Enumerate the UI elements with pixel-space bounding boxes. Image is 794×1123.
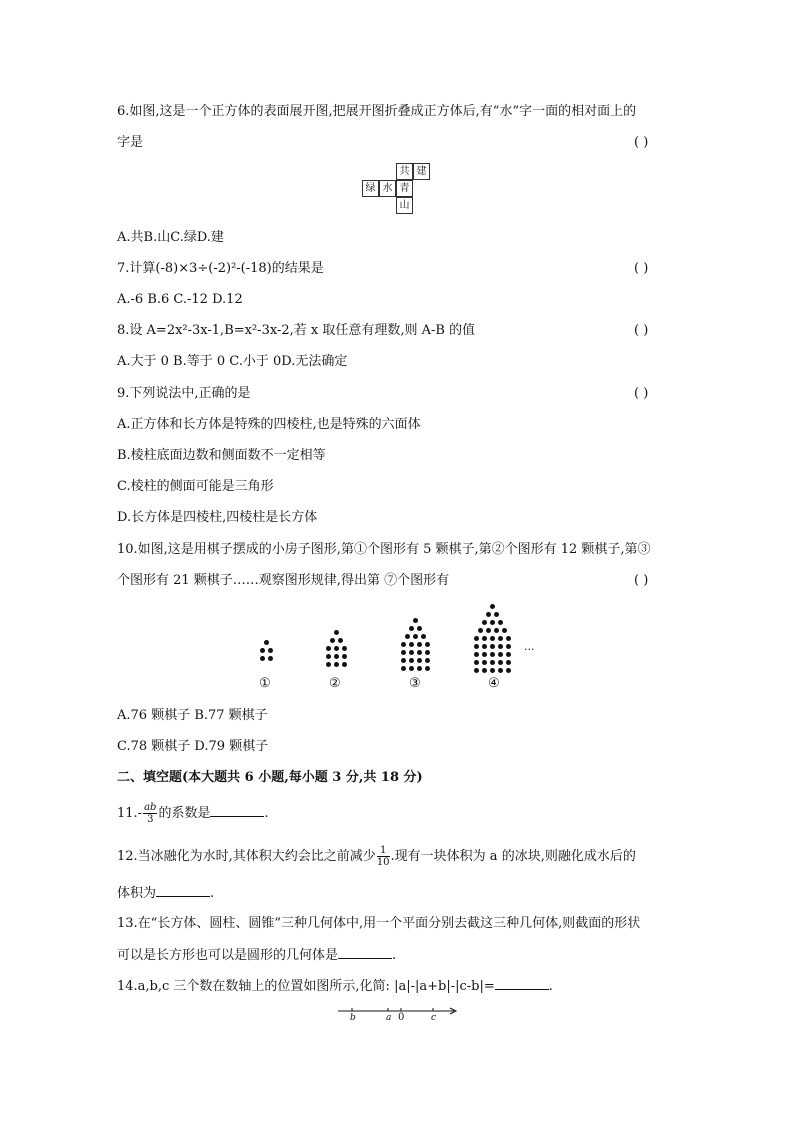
q12-fraction-denominator: 10 bbox=[376, 857, 390, 868]
q9-option-d: D.长方体是四棱柱,四棱柱是长方体 bbox=[117, 510, 318, 525]
figure-label-2: ② bbox=[329, 676, 341, 691]
q13-text2: 可以是长方形也可以是圆形的几何体是 bbox=[117, 948, 339, 963]
chess-piece-dot bbox=[409, 666, 414, 671]
q8-answer-paren: ( ) bbox=[634, 323, 649, 338]
chess-piece-dot bbox=[425, 642, 430, 647]
net-cell: 建 bbox=[413, 163, 430, 180]
chess-piece-dot bbox=[425, 666, 430, 671]
q14-stem bbox=[117, 977, 553, 996]
chess-piece-dot bbox=[409, 658, 414, 663]
q12-answer-blank[interactable] bbox=[156, 884, 210, 897]
chess-piece-dot bbox=[502, 628, 507, 633]
q8-options: A.大于 0 B.等于 0 C.小于 0D.无法确定 bbox=[117, 354, 348, 369]
chess-piece-dot bbox=[421, 634, 426, 639]
chess-piece-dot bbox=[268, 656, 273, 661]
q10-stem-line1: 10.如图,这是用棋子摆成的小房子图形,第①个图形有 5 颗棋子,第②个图形有 12 颗棋子,第③ bbox=[117, 542, 651, 557]
figure-label-4: ④ bbox=[488, 676, 500, 691]
q11-suffix: 的系数是 bbox=[158, 806, 211, 821]
q13-end: . bbox=[392, 948, 397, 963]
chess-piece-dot bbox=[409, 626, 414, 631]
chess-piece-dot bbox=[260, 648, 265, 653]
q12-fraction bbox=[377, 845, 390, 868]
q6-stem-line2: 字是 bbox=[117, 135, 144, 150]
chess-piece-dot bbox=[494, 628, 499, 633]
q13-stem-line2 bbox=[117, 946, 396, 965]
q11-end: . bbox=[264, 806, 269, 821]
chess-piece-dot bbox=[326, 662, 331, 667]
figure-ellipsis: ... bbox=[524, 640, 535, 653]
q10-stem-line2: 个图形有 21 颗棋子……观察图形规律,得出第 ⑦个图形有 bbox=[117, 573, 450, 588]
cube-net-figure bbox=[362, 163, 427, 217]
chess-piece-dot bbox=[506, 636, 511, 641]
q14-text: 14.a,b,c 三个数在数轴上的位置如图所示,化简: |a|-|a+b|-|c-b|= bbox=[117, 979, 495, 994]
chess-piece-dot bbox=[498, 620, 503, 625]
q11-fraction-denominator: 3 bbox=[147, 814, 154, 825]
q6-stem-line1: 6.如图,这是一个正方体的表面展开图,把展开图折叠成正方体后,有“水”字一面的相对面上的 bbox=[117, 104, 637, 119]
q11-fraction-numerator: ab bbox=[144, 802, 157, 813]
net-cell: 青 bbox=[396, 180, 413, 197]
chess-piece-dot bbox=[334, 646, 339, 651]
chess-piece-dot bbox=[490, 644, 495, 649]
chess-piece-dot bbox=[482, 620, 487, 625]
q10-answer-paren: ( ) bbox=[634, 573, 649, 588]
chess-piece-dot bbox=[474, 652, 479, 657]
chess-piece-dot bbox=[490, 636, 495, 641]
chess-piece-dot bbox=[486, 612, 491, 617]
chess-piece-dot bbox=[490, 660, 495, 665]
chess-piece-dot bbox=[264, 640, 269, 645]
chess-piece-dot bbox=[342, 662, 347, 667]
q10-options-ab: A.76 颗棋子 B.77 颗棋子 bbox=[117, 708, 268, 723]
chess-piece-dot bbox=[268, 648, 273, 653]
chess-piece-dot bbox=[334, 654, 339, 659]
chess-piece-dot bbox=[490, 620, 495, 625]
chess-piece-dot bbox=[482, 644, 487, 649]
chess-piece-dot bbox=[482, 636, 487, 641]
chess-piece-dot bbox=[326, 646, 331, 651]
q12-text-b: .现有一块体积为 a 的冰块,则融化成水后的 bbox=[390, 849, 636, 864]
chess-piece-dot bbox=[425, 658, 430, 663]
chess-piece-dot bbox=[506, 660, 511, 665]
chess-piece-dot bbox=[405, 634, 410, 639]
net-cell: 山 bbox=[396, 197, 413, 214]
chess-piece-dot bbox=[417, 626, 422, 631]
chess-piece-dot bbox=[482, 660, 487, 665]
q12-end: . bbox=[210, 886, 215, 901]
net-cell: 水 bbox=[379, 180, 396, 197]
chess-piece-dot bbox=[474, 644, 479, 649]
axis-label-c: c bbox=[431, 1013, 437, 1023]
chess-piece-dot bbox=[498, 660, 503, 665]
chess-piece-dot bbox=[474, 660, 479, 665]
q6-answer-paren: ( ) bbox=[634, 135, 649, 150]
q14-end: . bbox=[548, 979, 553, 994]
q9-option-a: A.正方体和长方体是特殊的四棱柱,也是特殊的六面体 bbox=[117, 417, 421, 432]
net-cell: 绿 bbox=[362, 180, 379, 197]
q9-option-c: C.棱柱的侧面可能是三角形 bbox=[117, 479, 274, 494]
chess-piece-dot bbox=[334, 662, 339, 667]
q11-fraction bbox=[143, 802, 157, 825]
chess-piece-dot bbox=[326, 654, 331, 659]
q14-answer-blank[interactable] bbox=[495, 977, 549, 990]
chess-piece-dot bbox=[482, 652, 487, 657]
q6-options: A.共B.山C.绿D.建 bbox=[117, 230, 224, 245]
chess-piece-dot bbox=[260, 656, 265, 661]
q9-stem: 9.下列说法中,正确的是 bbox=[117, 386, 251, 401]
chess-piece-dot bbox=[494, 612, 499, 617]
axis-label-b: b bbox=[350, 1013, 356, 1023]
chess-piece-dot bbox=[425, 650, 430, 655]
chess-piece-dot bbox=[338, 638, 343, 643]
chess-piece-dot bbox=[401, 658, 406, 663]
chess-piece-dot bbox=[474, 668, 479, 673]
axis-label-zero: 0 bbox=[398, 1012, 405, 1023]
q8-stem: 8.设 A=2x²-3x-1,B=x²-3x-2,若 x 取任意有理数,则 A-B 的值 bbox=[117, 323, 476, 338]
q9-answer-paren: ( ) bbox=[634, 386, 649, 401]
q9-option-b: B.棱柱底面边数和侧面数不一定相等 bbox=[117, 448, 326, 463]
chess-piece-dot bbox=[482, 668, 487, 673]
chess-piece-dot bbox=[417, 642, 422, 647]
chess-piece-dot bbox=[417, 666, 422, 671]
q7-options: A.-6 B.6 C.-12 D.12 bbox=[117, 292, 243, 307]
q11-line bbox=[117, 801, 269, 827]
chess-piece-dot bbox=[486, 628, 491, 633]
chess-piece-dot bbox=[330, 638, 335, 643]
chess-piece-dot bbox=[409, 642, 414, 647]
chess-piece-dot bbox=[506, 652, 511, 657]
q11-prefix: 11.- bbox=[117, 806, 143, 821]
q12-line2 bbox=[117, 884, 214, 903]
chess-piece-dot bbox=[409, 650, 414, 655]
chess-piece-dot bbox=[490, 668, 495, 673]
q7-answer-paren: ( ) bbox=[634, 261, 649, 276]
chess-piece-dot bbox=[413, 634, 418, 639]
chess-piece-dot bbox=[401, 666, 406, 671]
chess-piece-dot bbox=[417, 658, 422, 663]
q12-text2: 体积为 bbox=[117, 886, 157, 901]
chess-piece-dot bbox=[506, 668, 511, 673]
chess-piece-dot bbox=[490, 604, 495, 609]
net-cell: 共 bbox=[396, 163, 413, 180]
chess-piece-dot bbox=[498, 668, 503, 673]
q13-answer-blank[interactable] bbox=[338, 946, 392, 959]
axis-label-a: a bbox=[386, 1013, 392, 1023]
figure-label-3: ③ bbox=[409, 676, 421, 691]
chess-piece-dot bbox=[334, 630, 339, 635]
q12-text-a: 12.当冰融化为水时,其体积大约会比之前减少 bbox=[117, 849, 376, 864]
chess-piece-dot bbox=[401, 642, 406, 647]
chess-piece-dot bbox=[490, 652, 495, 657]
chess-piece-dot bbox=[474, 636, 479, 641]
q12-line1 bbox=[117, 844, 636, 870]
chess-piece-dot bbox=[401, 650, 406, 655]
chess-piece-dot bbox=[506, 644, 511, 649]
q12-fraction-numerator: 1 bbox=[377, 845, 390, 857]
chess-piece-dot bbox=[342, 646, 347, 651]
q7-stem: 7.计算(-8)×3÷(-2)²-(-18)的结果是 bbox=[117, 261, 324, 276]
q11-answer-blank[interactable] bbox=[210, 804, 264, 817]
chess-piece-dot bbox=[478, 628, 483, 633]
chess-piece-dot bbox=[417, 650, 422, 655]
section-heading: 二、填空题(本大题共 6 小题,每小题 3 分,共 18 分) bbox=[117, 770, 423, 785]
chess-piece-dot bbox=[498, 644, 503, 649]
chess-piece-dot bbox=[413, 618, 418, 623]
chess-piece-dot bbox=[498, 652, 503, 657]
q13-stem-line1: 13.在“长方体、圆柱、圆锥”三种几何体中,用一个平面分别去截这三种几何体,则截面的形状 bbox=[117, 916, 641, 931]
chess-piece-dot bbox=[342, 654, 347, 659]
q10-options-cd: C.78 颗棋子 D.79 颗棋子 bbox=[117, 739, 269, 754]
figure-label-1: ① bbox=[259, 676, 271, 691]
chess-piece-dot bbox=[498, 636, 503, 641]
